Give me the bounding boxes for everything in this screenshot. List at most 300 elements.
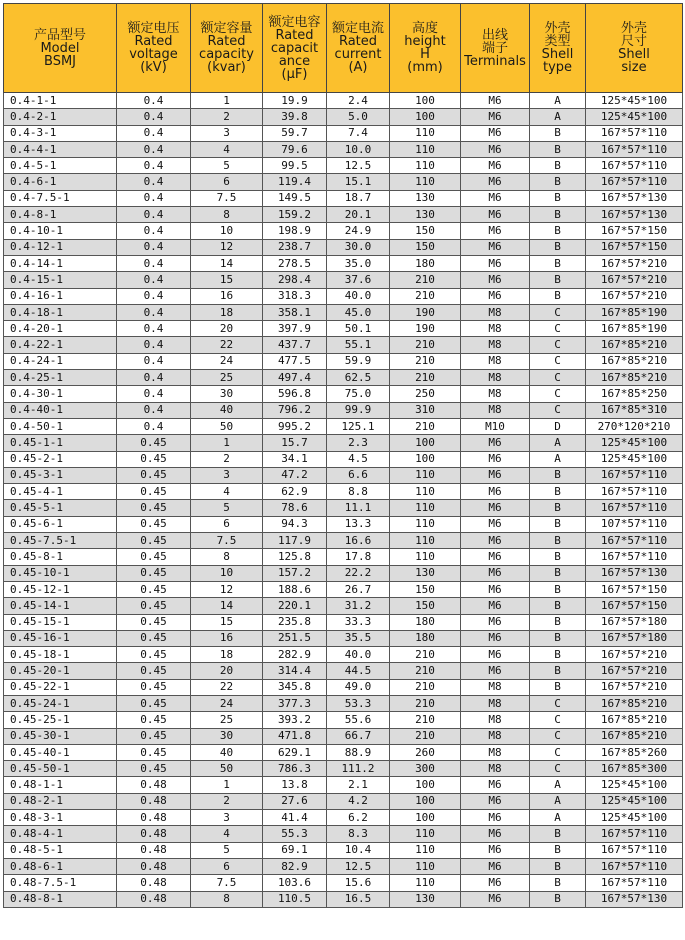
cell-height: 110	[390, 467, 461, 483]
header-line: 额定电压	[127, 21, 180, 36]
cell-terminals: M6	[461, 647, 530, 663]
cell-model: 0.4-18-1	[4, 304, 117, 320]
cell-shell-size: 167*57*210	[586, 663, 683, 679]
cell-shell-type: B	[530, 581, 586, 597]
cell-shell-size: 167*57*210	[586, 272, 683, 288]
cell-current: 10.4	[327, 842, 390, 858]
cell-height: 100	[390, 93, 461, 109]
cell-current: 7.4	[327, 125, 390, 141]
cell-terminals: M6	[461, 598, 530, 614]
cell-voltage: 0.4	[117, 190, 191, 206]
cell-height: 180	[390, 255, 461, 271]
cell-model: 0.48-6-1	[4, 858, 117, 874]
cell-height: 100	[390, 777, 461, 793]
cell-model: 0.45-25-1	[4, 712, 117, 728]
cell-capacity: 30	[191, 728, 263, 744]
cell-voltage: 0.4	[117, 418, 191, 434]
cell-terminals: M6	[461, 581, 530, 597]
cell-terminals: M8	[461, 679, 530, 695]
header-line: 产品型号	[33, 27, 86, 43]
cell-voltage: 0.48	[117, 875, 191, 891]
cell-shell-type: C	[530, 337, 586, 353]
cell-voltage: 0.45	[117, 484, 191, 500]
cell-height: 110	[390, 158, 461, 174]
cell-model: 0.4-22-1	[4, 337, 117, 353]
cell-shell-size: 167*57*180	[586, 630, 683, 646]
table-row	[4, 810, 683, 826]
cell-voltage: 0.4	[117, 402, 191, 418]
table-row	[4, 109, 683, 125]
cell-model: 0.48-3-1	[4, 810, 117, 826]
header-line: capacit	[270, 40, 319, 56]
table-row	[4, 777, 683, 793]
cell-shell-size: 167*57*110	[586, 826, 683, 842]
cell-capacitance: 497.4	[263, 370, 327, 386]
cell-terminals: M6	[461, 842, 530, 858]
cell-model: 0.4-2-1	[4, 109, 117, 125]
cell-terminals: M6	[461, 467, 530, 483]
cell-shell-size: 167*57*110	[586, 549, 683, 565]
cell-terminals: M8	[461, 353, 530, 369]
spec-table-container	[3, 3, 683, 908]
cell-capacitance: 393.2	[263, 712, 327, 728]
cell-voltage: 0.45	[117, 647, 191, 663]
cell-terminals: M6	[461, 109, 530, 125]
cell-current: 59.9	[327, 353, 390, 369]
cell-shell-size: 167*57*110	[586, 467, 683, 483]
header-line: 额定电流	[331, 21, 384, 36]
cell-terminals: M6	[461, 255, 530, 271]
cell-voltage: 0.45	[117, 467, 191, 483]
cell-capacitance: 79.6	[263, 141, 327, 157]
header-line: Model	[40, 40, 80, 56]
cell-shell-size: 167*57*150	[586, 581, 683, 597]
cell-model: 0.4-4-1	[4, 141, 117, 157]
header-line: Terminals	[464, 53, 526, 69]
cell-voltage: 0.4	[117, 158, 191, 174]
cell-height: 310	[390, 402, 461, 418]
cell-height: 150	[390, 581, 461, 597]
cell-model: 0.45-15-1	[4, 614, 117, 630]
cell-height: 110	[390, 141, 461, 157]
header-shell-type	[530, 4, 586, 93]
cell-terminals: M6	[461, 451, 530, 467]
cell-shell-size: 167*57*110	[586, 858, 683, 874]
table-row	[4, 353, 683, 369]
cell-model: 0.4-15-1	[4, 272, 117, 288]
table-row	[4, 223, 683, 239]
cell-terminals: M8	[461, 304, 530, 320]
cell-model: 0.45-1-1	[4, 435, 117, 451]
cell-height: 130	[390, 207, 461, 223]
cell-voltage: 0.4	[117, 125, 191, 141]
table-row	[4, 272, 683, 288]
table-row	[4, 565, 683, 581]
cell-terminals: M6	[461, 125, 530, 141]
cell-model: 0.45-40-1	[4, 744, 117, 760]
cell-shell-type: B	[530, 647, 586, 663]
cell-shell-type: B	[530, 891, 586, 907]
cell-model: 0.48-4-1	[4, 826, 117, 842]
cell-shell-type: B	[530, 842, 586, 858]
cell-voltage: 0.4	[117, 337, 191, 353]
cell-capacitance: 69.1	[263, 842, 327, 858]
cell-shell-type: C	[530, 761, 586, 777]
cell-shell-size: 167*85*300	[586, 761, 683, 777]
table-row	[4, 190, 683, 206]
cell-terminals: M6	[461, 826, 530, 842]
cell-height: 180	[390, 614, 461, 630]
cell-current: 35.0	[327, 255, 390, 271]
cell-voltage: 0.4	[117, 255, 191, 271]
cell-shell-type: C	[530, 386, 586, 402]
cell-voltage: 0.4	[117, 272, 191, 288]
cell-height: 210	[390, 418, 461, 434]
cell-terminals: M6	[461, 516, 530, 532]
cell-height: 190	[390, 304, 461, 320]
cell-current: 99.9	[327, 402, 390, 418]
cell-current: 20.1	[327, 207, 390, 223]
table-row	[4, 858, 683, 874]
cell-voltage: 0.45	[117, 679, 191, 695]
cell-capacity: 4	[191, 484, 263, 500]
cell-capacitance: 41.4	[263, 810, 327, 826]
cell-capacitance: 82.9	[263, 858, 327, 874]
cell-shell-type: D	[530, 418, 586, 434]
cell-model: 0.48-2-1	[4, 793, 117, 809]
cell-height: 150	[390, 239, 461, 255]
cell-shell-size: 167*85*190	[586, 304, 683, 320]
cell-capacitance: 298.4	[263, 272, 327, 288]
header-rated-capacity	[191, 4, 263, 93]
cell-height: 210	[390, 353, 461, 369]
cell-capacity: 7.5	[191, 533, 263, 549]
cell-terminals: M6	[461, 190, 530, 206]
cell-model: 0.45-4-1	[4, 484, 117, 500]
cell-terminals: M6	[461, 565, 530, 581]
table-row	[4, 337, 683, 353]
header-line: 类型	[544, 34, 571, 49]
cell-capacity: 12	[191, 239, 263, 255]
cell-height: 100	[390, 435, 461, 451]
cell-height: 110	[390, 174, 461, 190]
cell-capacity: 5	[191, 842, 263, 858]
table-row	[4, 663, 683, 679]
cell-voltage: 0.45	[117, 435, 191, 451]
cell-shell-size: 167*57*180	[586, 614, 683, 630]
header-line: Shell	[618, 47, 650, 62]
cell-height: 210	[390, 337, 461, 353]
table-row	[4, 174, 683, 190]
cell-capacity: 5	[191, 500, 263, 516]
cell-capacity: 40	[191, 744, 263, 760]
cell-height: 210	[390, 679, 461, 695]
cell-capacity: 3	[191, 467, 263, 483]
cell-terminals: M6	[461, 549, 530, 565]
cell-shell-type: C	[530, 353, 586, 369]
cell-current: 16.6	[327, 533, 390, 549]
cell-height: 110	[390, 125, 461, 141]
cell-shell-type: B	[530, 500, 586, 516]
cell-capacity: 8	[191, 891, 263, 907]
header-line: Shell	[541, 47, 574, 62]
table-row	[4, 418, 683, 434]
cell-capacitance: 103.6	[263, 875, 327, 891]
cell-current: 45.0	[327, 304, 390, 320]
cell-voltage: 0.4	[117, 174, 191, 190]
table-row	[4, 826, 683, 842]
cell-terminals: M8	[461, 744, 530, 760]
cell-capacity: 24	[191, 695, 263, 711]
cell-shell-size: 167*85*250	[586, 386, 683, 402]
cell-current: 5.0	[327, 109, 390, 125]
cell-terminals: M6	[461, 484, 530, 500]
cell-model: 0.48-5-1	[4, 842, 117, 858]
table-row	[4, 728, 683, 744]
header-line: type	[542, 60, 573, 75]
cell-model: 0.45-7.5-1	[4, 533, 117, 549]
cell-capacitance: 110.5	[263, 891, 327, 907]
cell-shell-size: 167*57*110	[586, 158, 683, 174]
table-row	[4, 679, 683, 695]
cell-terminals: M6	[461, 288, 530, 304]
cell-capacity: 5	[191, 158, 263, 174]
cell-capacitance: 345.8	[263, 679, 327, 695]
header-line: H	[420, 47, 430, 62]
cell-model: 0.4-3-1	[4, 125, 117, 141]
cell-terminals: M6	[461, 141, 530, 157]
cell-capacity: 10	[191, 565, 263, 581]
cell-shell-type: B	[530, 598, 586, 614]
cell-voltage: 0.45	[117, 500, 191, 516]
cell-shell-size: 107*57*110	[586, 516, 683, 532]
cell-height: 110	[390, 500, 461, 516]
header-height	[390, 4, 461, 93]
cell-shell-type: B	[530, 875, 586, 891]
cell-shell-size: 125*45*100	[586, 109, 683, 125]
cell-terminals: M6	[461, 435, 530, 451]
cell-capacity: 18	[191, 304, 263, 320]
cell-capacity: 2	[191, 793, 263, 809]
cell-capacity: 8	[191, 207, 263, 223]
cell-model: 0.4-12-1	[4, 239, 117, 255]
cell-model: 0.4-1-1	[4, 93, 117, 109]
cell-shell-size: 167*85*210	[586, 695, 683, 711]
table-row	[4, 842, 683, 858]
header-rated-voltage	[117, 4, 191, 93]
header-line: voltage	[129, 47, 178, 62]
cell-voltage: 0.4	[117, 223, 191, 239]
cell-capacity: 15	[191, 614, 263, 630]
cell-shell-type: B	[530, 858, 586, 874]
cell-capacitance: 786.3	[263, 761, 327, 777]
table-row	[4, 304, 683, 320]
cell-shell-size: 125*45*100	[586, 435, 683, 451]
header-line: Rated	[275, 27, 314, 43]
cell-capacity: 1	[191, 777, 263, 793]
cell-model: 0.45-8-1	[4, 549, 117, 565]
cell-shell-type: B	[530, 549, 586, 565]
cell-terminals: M6	[461, 793, 530, 809]
cell-capacity: 16	[191, 288, 263, 304]
cell-current: 18.7	[327, 190, 390, 206]
cell-height: 210	[390, 728, 461, 744]
cell-current: 55.1	[327, 337, 390, 353]
table-row	[4, 744, 683, 760]
cell-current: 49.0	[327, 679, 390, 695]
cell-capacity: 20	[191, 663, 263, 679]
cell-shell-size: 167*57*130	[586, 207, 683, 223]
cell-shell-type: B	[530, 516, 586, 532]
header-model	[4, 4, 117, 93]
cell-height: 130	[390, 891, 461, 907]
cell-capacitance: 125.8	[263, 549, 327, 565]
cell-capacity: 3	[191, 810, 263, 826]
header-line: Rated	[338, 34, 378, 49]
header-line: 额定电容	[268, 14, 321, 30]
cell-voltage: 0.48	[117, 891, 191, 907]
cell-current: 35.5	[327, 630, 390, 646]
cell-model: 0.45-10-1	[4, 565, 117, 581]
cell-capacity: 6	[191, 516, 263, 532]
cell-capacitance: 437.7	[263, 337, 327, 353]
cell-shell-type: B	[530, 174, 586, 190]
cell-model: 0.48-8-1	[4, 891, 117, 907]
cell-terminals: M8	[461, 321, 530, 337]
cell-height: 100	[390, 793, 461, 809]
cell-model: 0.4-6-1	[4, 174, 117, 190]
cell-model: 0.4-10-1	[4, 223, 117, 239]
header-line: BSMJ	[44, 53, 76, 69]
cell-height: 110	[390, 842, 461, 858]
cell-voltage: 0.48	[117, 793, 191, 809]
cell-shell-type: B	[530, 484, 586, 500]
cell-voltage: 0.45	[117, 451, 191, 467]
cell-capacitance: 157.2	[263, 565, 327, 581]
cell-model: 0.45-50-1	[4, 761, 117, 777]
cell-model: 0.45-18-1	[4, 647, 117, 663]
cell-capacitance: 94.3	[263, 516, 327, 532]
cell-capacitance: 188.6	[263, 581, 327, 597]
table-row	[4, 695, 683, 711]
cell-model: 0.48-7.5-1	[4, 875, 117, 891]
cell-capacity: 7.5	[191, 190, 263, 206]
cell-capacitance: 235.8	[263, 614, 327, 630]
cell-capacitance: 39.8	[263, 109, 327, 125]
cell-shell-size: 167*57*110	[586, 533, 683, 549]
cell-voltage: 0.48	[117, 826, 191, 842]
cell-model: 0.4-30-1	[4, 386, 117, 402]
cell-current: 66.7	[327, 728, 390, 744]
table-row	[4, 581, 683, 597]
cell-shell-type: B	[530, 663, 586, 679]
cell-voltage: 0.4	[117, 370, 191, 386]
header-line: 端子	[481, 40, 508, 56]
cell-shell-size: 167*85*260	[586, 744, 683, 760]
cell-terminals: M6	[461, 810, 530, 826]
cell-terminals: M8	[461, 761, 530, 777]
cell-capacitance: 238.7	[263, 239, 327, 255]
cell-height: 250	[390, 386, 461, 402]
cell-capacitance: 995.2	[263, 418, 327, 434]
cell-shell-size: 167*57*150	[586, 598, 683, 614]
cell-voltage: 0.45	[117, 728, 191, 744]
header-line: 尺寸	[620, 34, 647, 49]
cell-shell-type: B	[530, 630, 586, 646]
cell-current: 26.7	[327, 581, 390, 597]
header-line: height	[404, 34, 446, 49]
cell-capacity: 1	[191, 93, 263, 109]
cell-height: 300	[390, 761, 461, 777]
cell-shell-type: B	[530, 255, 586, 271]
cell-voltage: 0.48	[117, 777, 191, 793]
cell-terminals: M6	[461, 158, 530, 174]
table-row	[4, 647, 683, 663]
cell-shell-size: 167*57*210	[586, 679, 683, 695]
cell-capacitance: 159.2	[263, 207, 327, 223]
cell-shell-size: 167*57*150	[586, 239, 683, 255]
cell-capacity: 14	[191, 255, 263, 271]
cell-voltage: 0.4	[117, 386, 191, 402]
table-row	[4, 370, 683, 386]
cell-capacity: 7.5	[191, 875, 263, 891]
header-line: Rated	[207, 34, 246, 49]
cell-shell-type: B	[530, 826, 586, 842]
table-row	[4, 549, 683, 565]
table-row	[4, 402, 683, 418]
cell-capacitance: 62.9	[263, 484, 327, 500]
cell-terminals: M6	[461, 223, 530, 239]
cell-voltage: 0.45	[117, 614, 191, 630]
cell-capacitance: 282.9	[263, 647, 327, 663]
cell-capacitance: 117.9	[263, 533, 327, 549]
header-line: 外壳	[620, 21, 647, 36]
table-row	[4, 125, 683, 141]
cell-capacitance: 251.5	[263, 630, 327, 646]
cell-terminals: M8	[461, 712, 530, 728]
cell-model: 0.45-2-1	[4, 451, 117, 467]
table-row	[4, 533, 683, 549]
cell-current: 88.9	[327, 744, 390, 760]
cell-capacity: 16	[191, 630, 263, 646]
cell-shell-size: 125*45*100	[586, 793, 683, 809]
cell-shell-type: C	[530, 304, 586, 320]
cell-shell-size: 167*85*210	[586, 337, 683, 353]
cell-capacitance: 149.5	[263, 190, 327, 206]
cell-height: 110	[390, 484, 461, 500]
cell-voltage: 0.45	[117, 581, 191, 597]
cell-terminals: M6	[461, 891, 530, 907]
cell-capacitance: 78.6	[263, 500, 327, 516]
cell-model: 0.45-6-1	[4, 516, 117, 532]
cell-capacitance: 278.5	[263, 255, 327, 271]
cell-terminals: M8	[461, 370, 530, 386]
cell-model: 0.45-12-1	[4, 581, 117, 597]
cell-height: 210	[390, 712, 461, 728]
cell-current: 4.5	[327, 451, 390, 467]
cell-model: 0.4-40-1	[4, 402, 117, 418]
cell-voltage: 0.45	[117, 695, 191, 711]
cell-capacitance: 796.2	[263, 402, 327, 418]
header-line: 外壳	[544, 21, 571, 36]
cell-terminals: M6	[461, 663, 530, 679]
cell-voltage: 0.45	[117, 598, 191, 614]
cell-shell-type: B	[530, 272, 586, 288]
cell-shell-type: A	[530, 793, 586, 809]
table-row	[4, 239, 683, 255]
table-row	[4, 484, 683, 500]
cell-shell-type: B	[530, 141, 586, 157]
